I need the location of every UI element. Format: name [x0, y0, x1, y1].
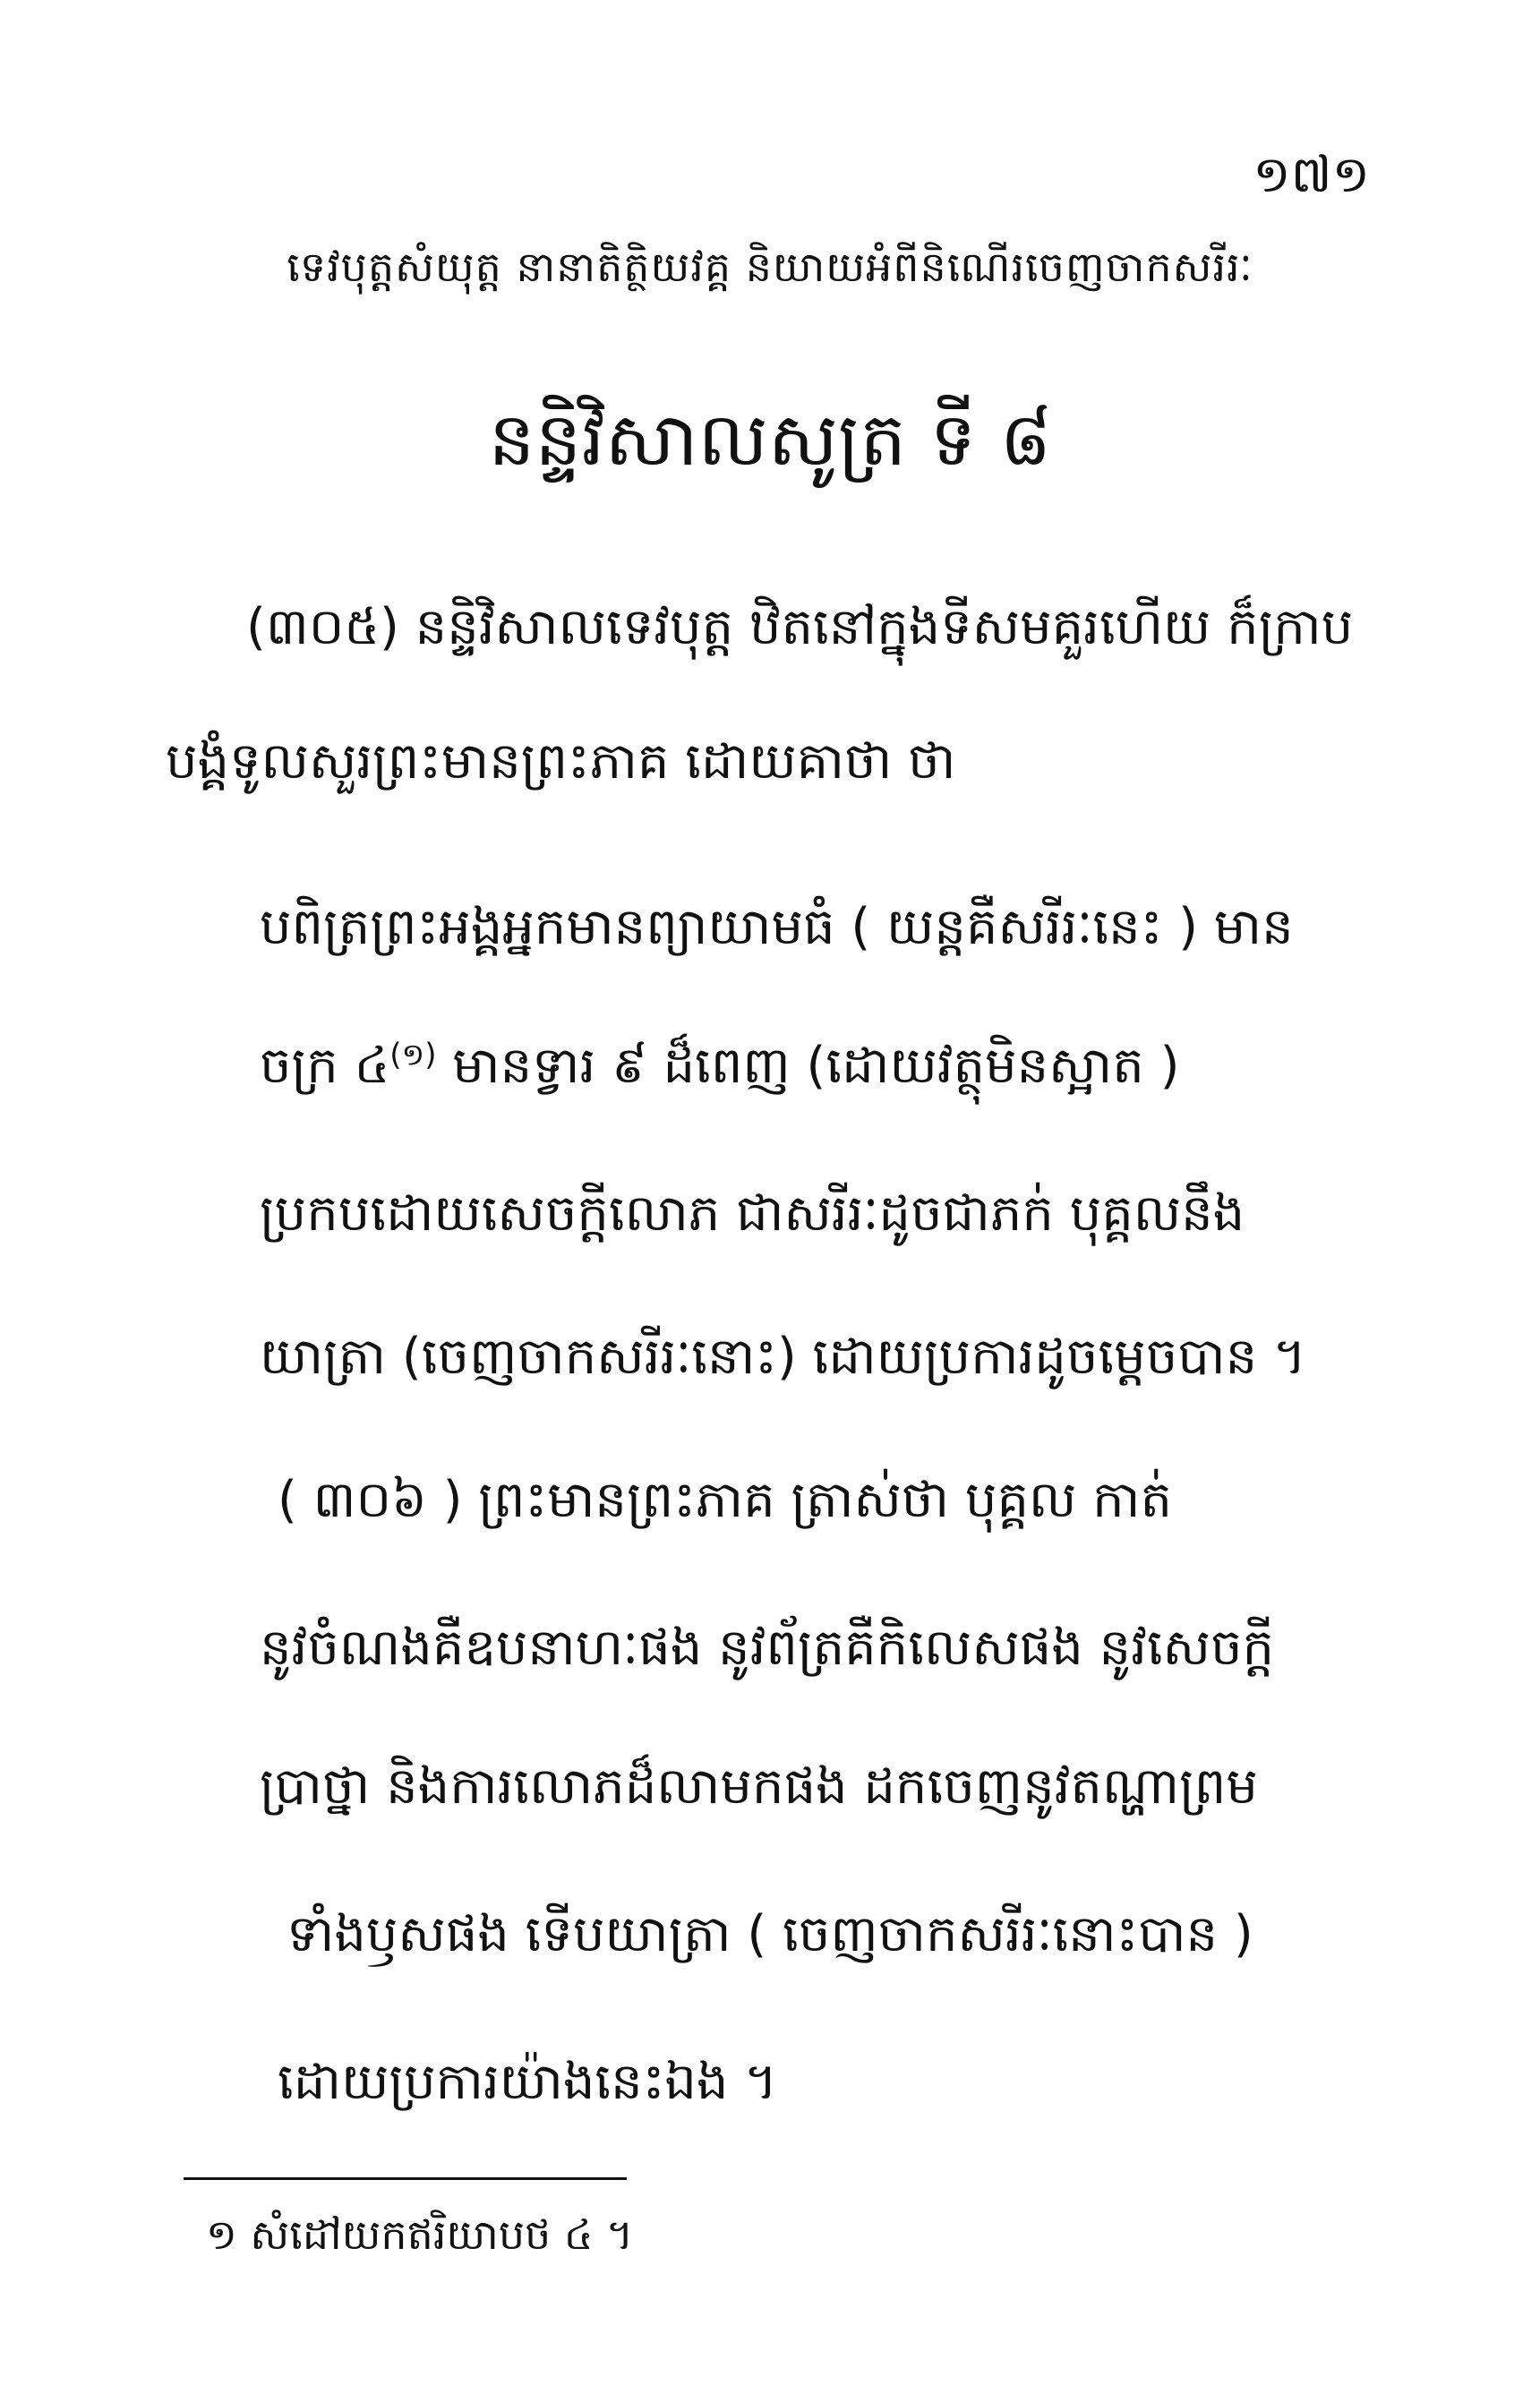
- paragraph-305-line-2: បង្គំទូលសួរព្រះមានព្រះភាគ ដោយគាថា ថា: [166, 732, 956, 791]
- verse-305-line-2: [260, 1034, 1179, 1107]
- verse-305-line-3: ប្រកបដោយសេចក្តីលោភ ជាសរីរៈដូចជាភក់ បុគ្គលនឹង: [260, 1184, 1245, 1243]
- verse-306-line-2: ប្រាថ្នា និងការលោភដ៏លាមកផង ដកចេញនូវតណ្ហាព្រម: [260, 1757, 1258, 1816]
- paragraph-text: នន្ទិវិសាលទេវបុត្ត ឋិតនៅក្នុងទីសមគួរហើយ ក៏ក្រាប: [415, 598, 1354, 656]
- footnote-divider: [184, 2177, 627, 2180]
- paragraph-number-306: ( ៣០៦ ): [278, 1471, 463, 1529]
- verse-306-line-3: ទាំងឫសផង ទើបយាត្រា ( ចេញចាកសរីរៈនោះបាន ): [287, 1905, 1253, 1963]
- verse-text: មានទ្វារ ៩ ដ៏ពេញ (ដោយវត្ថុមិនស្អាត ): [436, 1037, 1180, 1095]
- paragraph-text: ព្រះមានព្រះភាគ ត្រាស់ថា បុគ្គល កាត់: [478, 1471, 1172, 1529]
- sutta-title: នន្ទិវិសាលសូត្រ ទី ៨: [488, 398, 1052, 483]
- verse-text: ចក្រ ៤: [260, 1037, 390, 1095]
- paragraph-306-line-1: [278, 1468, 1172, 1542]
- running-header: ទេវបុត្តសំយុត្ត នានាតិត្ថិយវគ្គ និយាយអំពីនិណើរចេញចាកសរីរៈ: [287, 243, 1253, 291]
- verse-305-line-1: បពិត្រព្រះអង្គអ្នកមានព្យាយាមធំ ( យន្តគឺសរីរៈនេះ ) មាន: [260, 898, 1294, 956]
- verse-305-line-4: យាត្រា (ចេញចាកសរីរៈនោះ) ដោយប្រការដូចម្តេចបាន ។: [260, 1328, 1306, 1386]
- page-number: ១៧១: [1253, 146, 1370, 204]
- verse-306-line-1: នូវចំណងគឺឧបនាហៈផង នូវព័ត្រគឺកិលេសផង នូវសេចក្តី: [260, 1619, 1275, 1677]
- footnote: ១ សំដៅយកឥរិយាបថ ៤ ។: [206, 2210, 634, 2259]
- verse-306-line-4: ដោយប្រការយ៉ាងនេះឯង ។: [278, 2053, 778, 2111]
- footnote-marker: (១): [389, 1037, 437, 1073]
- paragraph-305-line-1: [246, 595, 1353, 669]
- paragraph-number-305: (៣០៥): [246, 598, 399, 656]
